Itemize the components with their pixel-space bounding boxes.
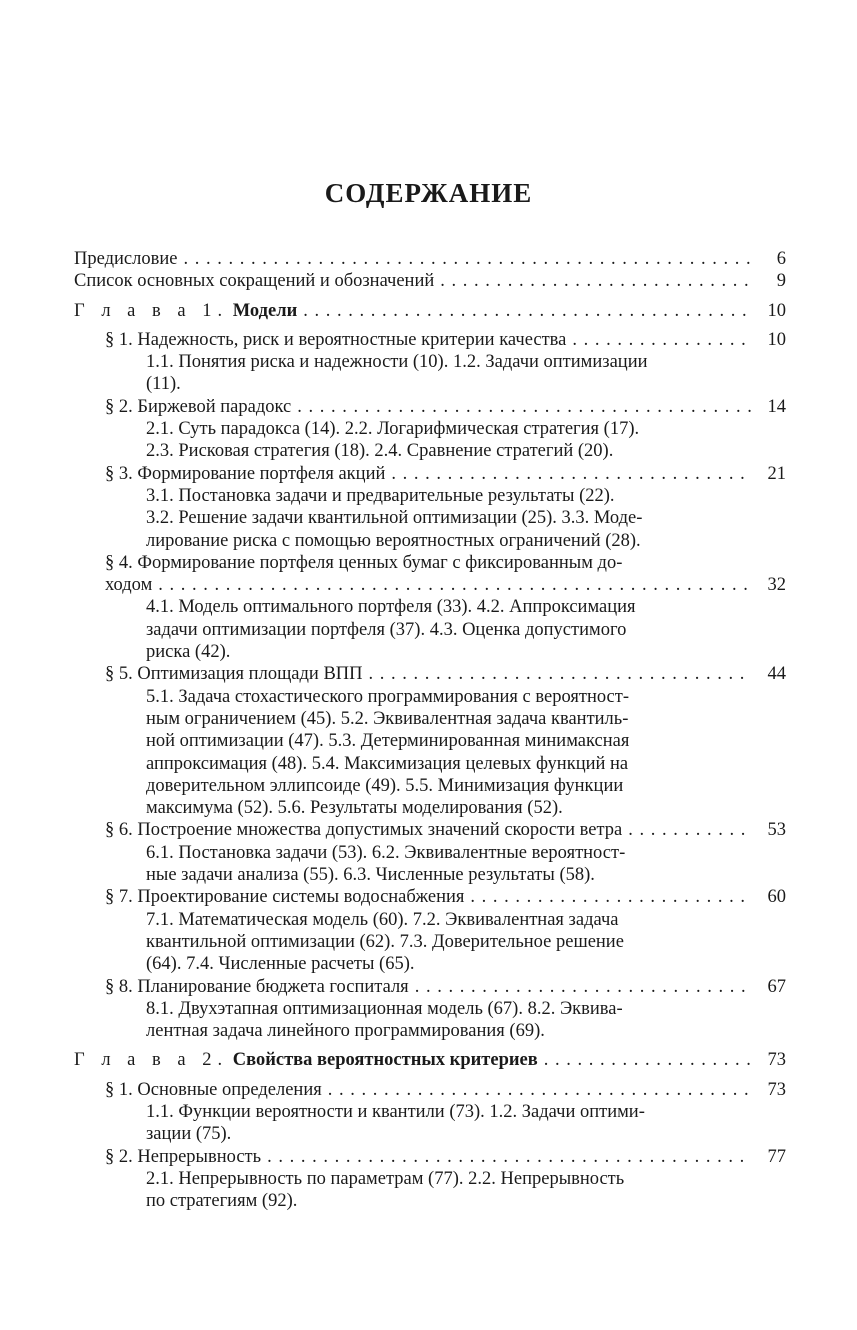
section-entry [74,819,786,841]
page-number: 44 [767,664,786,685]
subsection-line: аппроксимация (48). 5.4. Максимизация целевых функций на [146,753,629,774]
page-number: 60 [767,887,786,908]
subsection-line: лентная задача линейного программирования (69). [146,1021,545,1042]
leader-dots [152,574,752,596]
section-entry [74,574,786,596]
chapter-heading [74,1049,538,1071]
subsection-line: доверительном эллипсоиде (49). 5.5. Минимизация функции [146,775,624,796]
section-entry [74,663,786,685]
leader-dots [297,300,752,322]
section-entry [74,976,786,998]
section-entry [74,329,786,351]
subsection-line: 5.1. Задача стохастического программирования с вероятност- [146,686,630,707]
subsection-line: квантильной оптимизации (62). 7.3. Доверительное решение [146,931,624,952]
subsection-line: 1.1. Функции вероятности и квантили (73). 1.2. Задачи оптими- [146,1101,645,1122]
subsection-line: 8.1. Двухэтапная оптимизационная модель (67). 8.2. Эквива- [146,998,623,1019]
page-title: СОДЕРЖАНИЕ [324,178,533,208]
page-number: 77 [767,1146,786,1167]
leader-dots [385,463,752,485]
subsection-line: ным ограничением (45). 5.2. Эквивалентная задача квантиль- [146,708,629,729]
section-title: § 1. Надежность, риск и вероятностные критерии качества [105,329,567,350]
page-number: 10 [767,329,786,350]
subsection-line: 2.1. Суть парадокса (14). 2.2. Логарифмическая стратегия (17). [146,419,640,440]
chapter-name: Свойства вероятностных критериев [232,1050,538,1071]
subsection-line: 3.1. Постановка задачи и предварительные результаты (22). [146,485,615,506]
subsection-line: риска (42). [146,642,231,663]
leader-dots [566,329,752,351]
subsection-line: 2.1. Непрерывность по параметрам (77). 2.2. Непрерывность [146,1168,625,1189]
page-number: 10 [767,300,786,321]
subsection-line: по стратегиям (92). [146,1191,298,1212]
page-number: 9 [776,271,786,292]
page-number: 73 [767,1050,786,1071]
chapter-entry [74,300,786,322]
subsection-line: ные задачи анализа (55). 6.3. Численные результаты (58). [146,865,595,886]
subsection-line: 3.2. Решение задачи квантильной оптимизации (25). 3.3. Моде- [146,508,643,529]
section-entry [74,1146,786,1168]
subsection-line: 2.3. Рисковая стратегия (18). 2.4. Сравнение стратегий (20). [146,441,614,462]
leader-dots [363,663,752,685]
leader-dots [622,819,752,841]
page-number: 14 [767,396,786,417]
subsection-line: (64). 7.4. Численные расчеты (65). [146,954,415,975]
section-entry [74,463,786,485]
subsection-line: (11). [146,374,181,395]
entry-title: Список основных сокращений и обозначений [74,271,435,292]
subsection-line: 7.1. Математическая модель (60). 7.2. Эквивалентная задача [146,909,619,930]
section-entry [74,396,786,418]
section-title: § 3. Формирование портфеля акций [105,463,386,484]
section-entry [74,1079,786,1101]
section-title: § 6. Построение множества допустимых значений скорости ветра [105,820,623,841]
section-title: § 7. Проектирование системы водоснабжения [105,887,465,908]
section-title: § 5. Оптимизация площади ВПП [105,664,363,685]
chapter-entry [74,1049,786,1071]
table-of-contents [74,248,786,1212]
leader-dots [261,1146,752,1168]
leader-dots [177,248,752,270]
front-matter [74,248,786,293]
leader-dots [434,270,752,292]
chapter-label: Г л а в а 1. [74,300,229,321]
section-title: ходом [105,575,153,596]
section-title: § 2. Непрерывность [105,1146,262,1167]
subsection-line: максимума (52). 5.6. Результаты моделирования (52). [146,798,563,819]
page-number: 21 [767,463,786,484]
chapter-name: Модели [232,300,298,321]
leader-dots [409,976,752,998]
subsection-line: 4.1. Модель оптимального портфеля (33). 4.2. Аппроксимация [146,597,636,618]
leader-dots [322,1079,752,1101]
subsection-line: ной оптимизации (47). 5.3. Детерминированная минимаксная [146,731,630,752]
page-number: 32 [767,575,786,596]
section-title: § 8. Планирование бюджета госпиталя [105,976,409,997]
subsection-line: зации (75). [146,1124,232,1145]
page-number: 53 [767,820,786,841]
section-title-line: § 4. Формирование портфеля ценных бумаг с фиксированным до- [105,552,623,573]
chapter-label: Г л а в а 2. [74,1050,229,1071]
subsection-line: 6.1. Постановка задачи (53). 6.2. Эквивалентные вероятност- [146,842,626,863]
page-number: 73 [767,1079,786,1100]
leader-dots [538,1049,752,1071]
leader-dots [291,396,752,418]
subsection-line: лирование риска с помощью вероятностных ограничений (28). [146,530,641,551]
leader-dots [464,886,752,908]
section-title: § 1. Основные определения [105,1079,322,1100]
toc-entry [74,248,786,270]
page-number: 67 [767,976,786,997]
chapters [74,300,786,1213]
subsection-line: задачи оптимизации портфеля (37). 4.3. Оценка допустимого [146,619,627,640]
entry-title: Предисловие [74,249,178,269]
chapter-heading [74,300,297,322]
page-number: 6 [776,249,786,269]
toc-entry [74,270,786,292]
section-title: § 2. Биржевой парадокс [105,396,292,417]
subsection-line: 1.1. Понятия риска и надежности (10). 1.2. Задачи оптимизации [146,352,648,373]
section-entry [74,886,786,908]
